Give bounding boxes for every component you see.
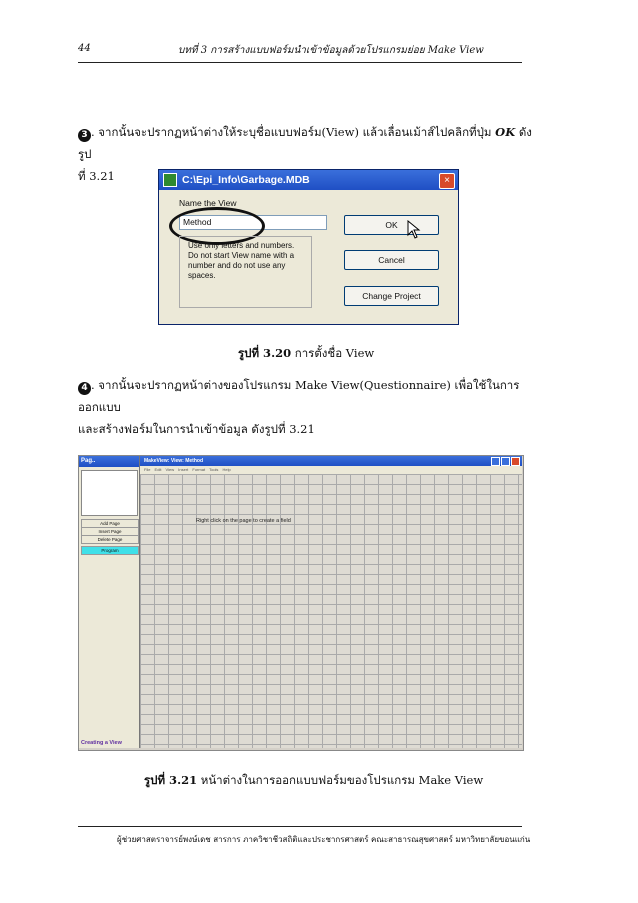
- ok-button[interactable]: OK: [344, 215, 439, 235]
- close-icon[interactable]: [511, 457, 520, 466]
- header-rule: [78, 62, 522, 63]
- insert-page-button[interactable]: Insert Page: [81, 527, 139, 536]
- maximize-icon[interactable]: [501, 457, 510, 466]
- step4-marker: 4: [78, 382, 91, 395]
- program-button[interactable]: Program: [81, 546, 139, 555]
- menu-bar[interactable]: File Edit View Insert Format Tools Help: [140, 466, 522, 474]
- footer-rule: [78, 826, 522, 827]
- window-controls: [491, 457, 520, 466]
- step3-text-end: ดังรูป: [78, 125, 532, 161]
- name-label: Name the View: [179, 198, 237, 208]
- figure-3-21-caption: [144, 772, 483, 790]
- step3-marker: 3: [78, 129, 91, 142]
- step4-text-line2: และสร้างฟอร์มในการนำเข้าข้อมูล ดังรูปที่ 3.21: [78, 422, 315, 436]
- add-page-button[interactable]: Add Page: [81, 519, 139, 528]
- minimize-icon[interactable]: [491, 457, 500, 466]
- page-panel-title: Pag..: [79, 456, 139, 467]
- figure-3-20-label: รูปที่ 3.20: [238, 346, 292, 360]
- step3-text-line2: ที่ 3.21: [78, 169, 115, 183]
- close-button[interactable]: ×: [439, 173, 455, 189]
- change-project-button[interactable]: Change Project: [344, 286, 439, 306]
- app-icon: [163, 173, 177, 187]
- step4-paragraph: [78, 374, 538, 440]
- view-name-input[interactable]: Method: [179, 215, 327, 230]
- figure-3-20-caption: [238, 345, 374, 363]
- chapter-title: บทที่ 3 การสร้างแบบฟอร์มนำเข้าข้อมูลด้วยโปรแกรมย่อย Make View: [178, 45, 484, 56]
- ok-word: OK: [495, 125, 516, 139]
- design-area: [140, 456, 522, 748]
- grid-hint: Right click on the page to create a field: [196, 518, 291, 524]
- makeview-title: MakeView: View: Method: [140, 456, 522, 466]
- figure-3-21-label: รูปที่ 3.21: [144, 773, 198, 787]
- hint-box: Use only letters and numbers. Do not start View name with a number and do not use any spaces.: [179, 236, 312, 308]
- page-panel: [79, 456, 140, 748]
- status-text: Creating a View: [81, 740, 122, 746]
- step4-text: . จากนั้นจะปรากฏหน้าต่างของโปรแกรม Make View(Questionnaire) เพื่อใช้ในการออกแบบ: [78, 378, 520, 414]
- footer-text: ผู้ช่วยศาสตราจารย์พงษ์เดช สารการ ภาควิชาชีวสถิติและประชากรศาสตร์ คณะสาธารณสุขศาสตร์ มหาวิทยาลัยขอนแก่น: [117, 835, 531, 844]
- figure-3-21-text: หน้าต่างในการออกแบบฟอร์มของโปรแกรม Make View: [197, 773, 484, 787]
- design-grid[interactable]: [140, 474, 522, 748]
- mouse-pointer-icon: [407, 220, 421, 240]
- page-number: 44: [78, 43, 91, 54]
- step3-text: . จากนั้นจะปรากฏหน้าต่างให้ระบุชื่อแบบฟอร์ม(View) แล้วเลื่อนเม้าส์ไปคลิกที่ปุ่ม: [91, 125, 496, 139]
- page-list[interactable]: [81, 470, 138, 516]
- name-view-dialog: [158, 169, 459, 325]
- dialog-title-bar: [159, 170, 458, 190]
- cancel-button[interactable]: Cancel: [344, 250, 439, 270]
- delete-page-button[interactable]: Delete Page: [81, 535, 139, 544]
- makeview-window: [78, 455, 524, 751]
- figure-3-20-text: การตั้งชื่อ View: [291, 346, 375, 360]
- dialog-title: C:\Epi_Info\Garbage.MDB: [182, 174, 310, 186]
